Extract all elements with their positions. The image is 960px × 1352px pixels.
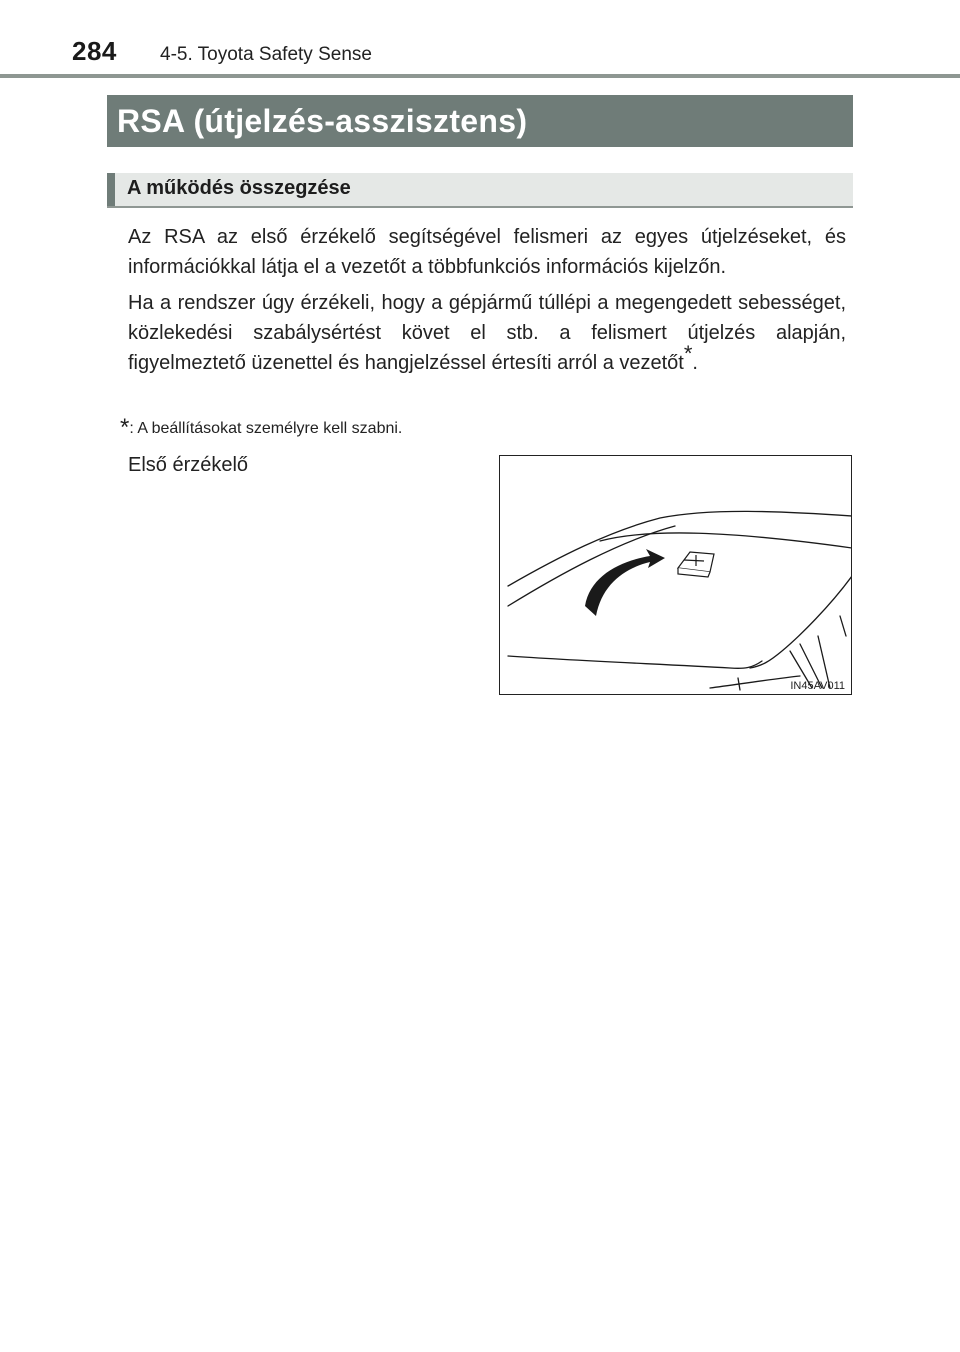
paragraph-warning-text: Ha a rendszer úgy érzékeli, hogy a gépjármű túllépi a megengedett sebességet, közlekedési szabálysértést követ el stb. a felismert útjelzés alapján, figyelmeztető üzenettel és hangjelzéssel értesíti arról a vezetőt [128, 292, 846, 374]
paragraph-warning [128, 288, 846, 378]
paragraph-warning-end: . [692, 352, 698, 374]
section-reference: 4-5. Toyota Safety Sense [160, 44, 372, 65]
front-sensor-illustration [499, 455, 852, 695]
paragraph-intro: Az RSA az első érzékelő segítségével felismeri az egyes útjelzéseket, és információkkal látja el a vezetőt a többfunkciós információs kijelzőn. [128, 226, 846, 278]
subsection-header [107, 173, 853, 208]
page-number: 284 [72, 36, 117, 66]
footnote-star: * [120, 414, 130, 441]
footnote-marker: * [683, 341, 693, 366]
subsection-accent-bar [107, 173, 115, 206]
figure-caption: Első érzékelő [128, 454, 249, 476]
section-title: RSA (útjelzés-asszisztens) [107, 95, 853, 147]
header-divider [0, 74, 960, 78]
camera-sensor-icon [678, 552, 714, 577]
figure-code: IN45AV011 [790, 680, 845, 692]
footnote-text: : A beállításokat személyre kell szabni. [129, 420, 403, 437]
footnote [120, 414, 402, 442]
subsection-title: A működés összegzése [127, 177, 351, 199]
arrow-icon [585, 549, 665, 616]
windshield-drawing [500, 456, 852, 695]
